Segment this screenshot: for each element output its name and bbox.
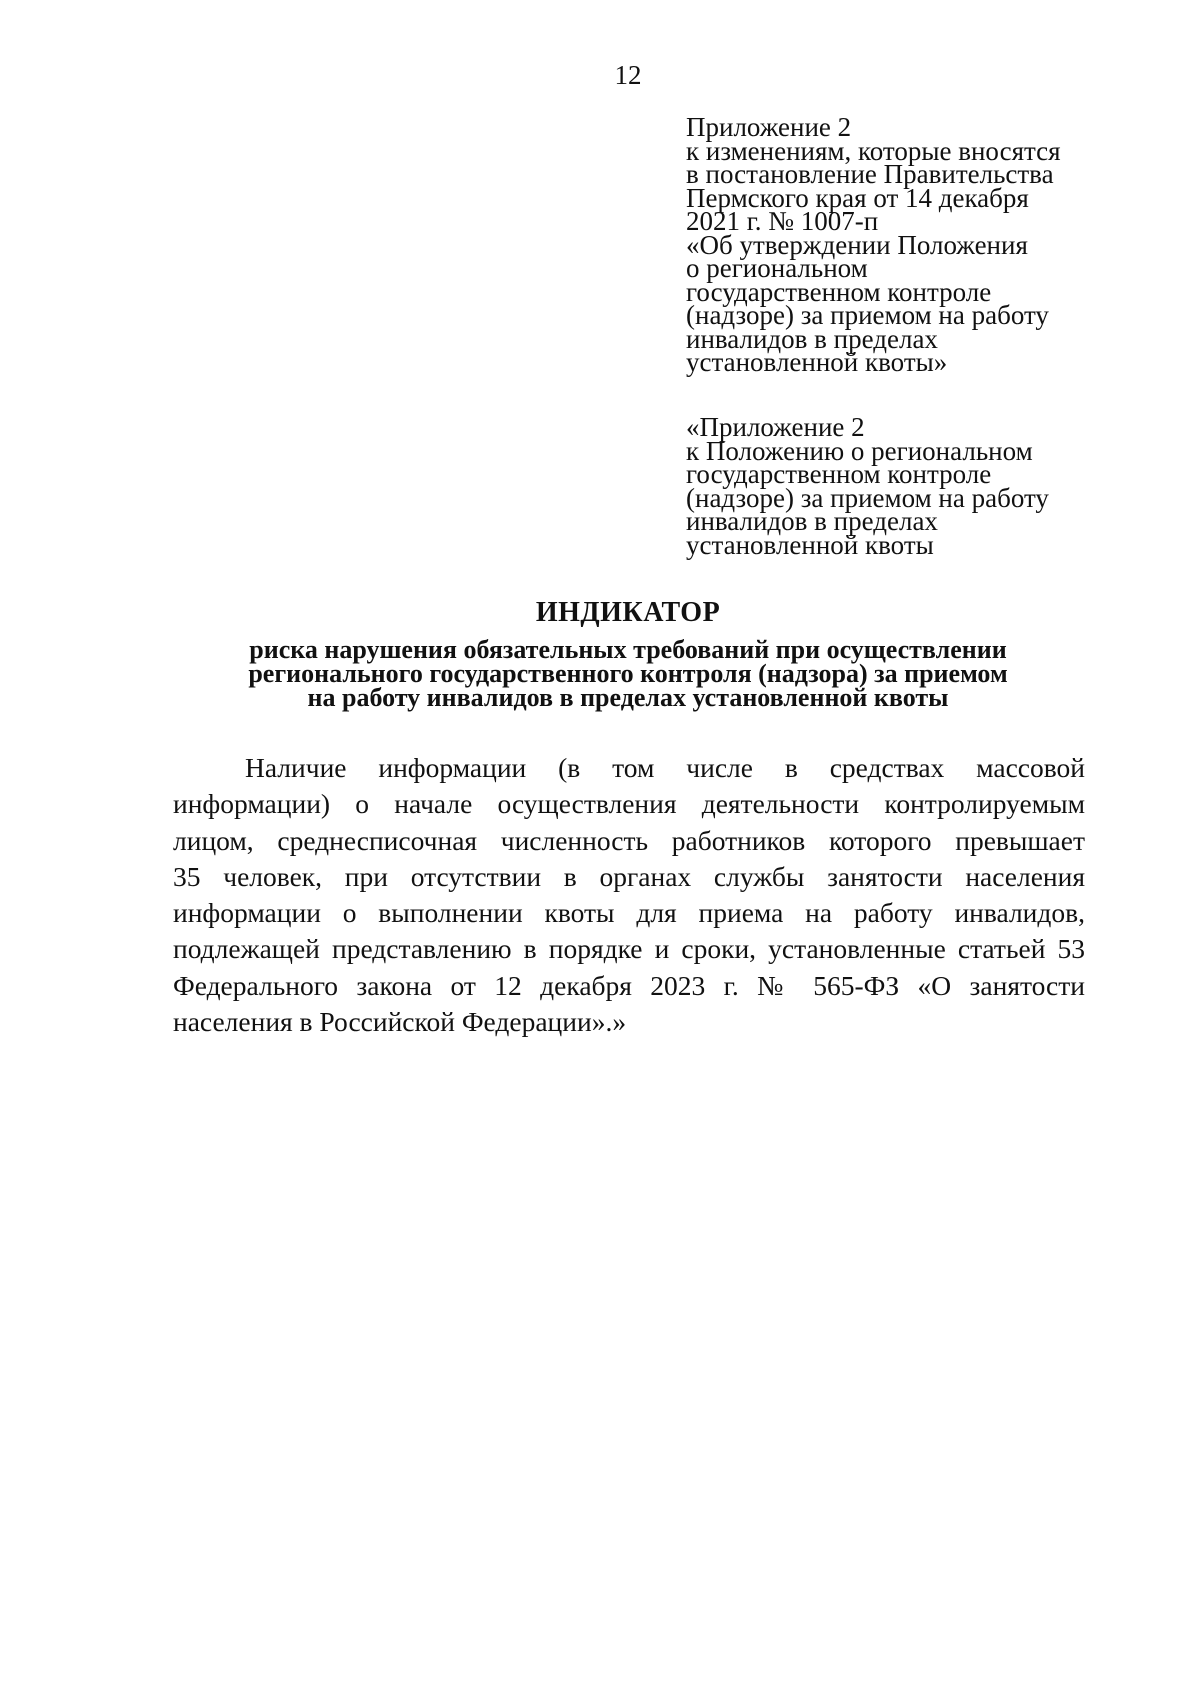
annex-header-line: «Об утверждении Положения xyxy=(686,229,1028,260)
annex-quote-block xyxy=(686,412,1106,560)
body-paragraph xyxy=(173,750,1085,1040)
annex-quote-line: инвалидов в пределах xyxy=(686,506,938,536)
annex-quote-line: «Приложение 2 xyxy=(686,412,865,442)
body-line: лицом, среднесписочная численность работников которого превышает xyxy=(173,824,1085,856)
annex-quote-line: (надзоре) за приемом на работу xyxy=(686,482,1049,513)
subtitle-line: риска нарушения обязательных требований при осуществлении xyxy=(249,635,1007,664)
annex-header-line: Приложение 2 xyxy=(686,112,852,142)
annex-quote-line: государственном контроле xyxy=(686,459,992,489)
annex-quote-line: установленной квоты xyxy=(686,529,934,560)
body-line: 35 человек, при отсутствии в органах службы занятости населения xyxy=(173,860,1085,892)
page-number: 12 xyxy=(614,60,642,90)
annex-header-block xyxy=(686,112,1106,377)
body-line: подлежащей представлению в порядке и сроки, установленные статьей 53 xyxy=(173,933,1085,965)
body-line: Федерального закона от 12 декабря 2023 г. № 565-ФЗ «О занятости xyxy=(173,969,1085,1001)
annex-header-line: к изменениям, которые вносятся xyxy=(686,135,1061,166)
body-line: информации о выполнении квоты для приема на работу инвалидов, xyxy=(173,897,1085,929)
document-subtitle xyxy=(0,635,1200,712)
annex-header-line: (надзоре) за приемом на работу xyxy=(686,300,1049,330)
annex-quote-line: к Положению о региональном xyxy=(686,435,1033,466)
annex-header-line: государственном контроле xyxy=(686,276,992,307)
subtitle-line: регионального государственного контроля (надзора) за приемом xyxy=(248,659,1008,688)
annex-header-line: Пермского края от 14 декабря xyxy=(686,182,1029,213)
body-line: Наличие информации (в том числе в средствах массовой xyxy=(245,752,1085,783)
subtitle-line: на работу инвалидов в пределах установленной квоты xyxy=(307,683,949,712)
annex-header-line: о региональном xyxy=(686,253,868,283)
annex-header-line: в постановление Правительства xyxy=(686,159,1054,189)
annex-header-line: 2021 г. № 1007-п xyxy=(686,206,879,236)
document-title: ИНДИКАТОР xyxy=(535,597,721,628)
body-line: информации) о начале осуществления деятельности контролируемым xyxy=(173,788,1085,820)
annex-header-line: инвалидов в пределах xyxy=(686,323,938,354)
body-line: населения в Российской Федерации».» xyxy=(173,1006,627,1038)
annex-header-line: установленной квоты» xyxy=(686,347,948,377)
